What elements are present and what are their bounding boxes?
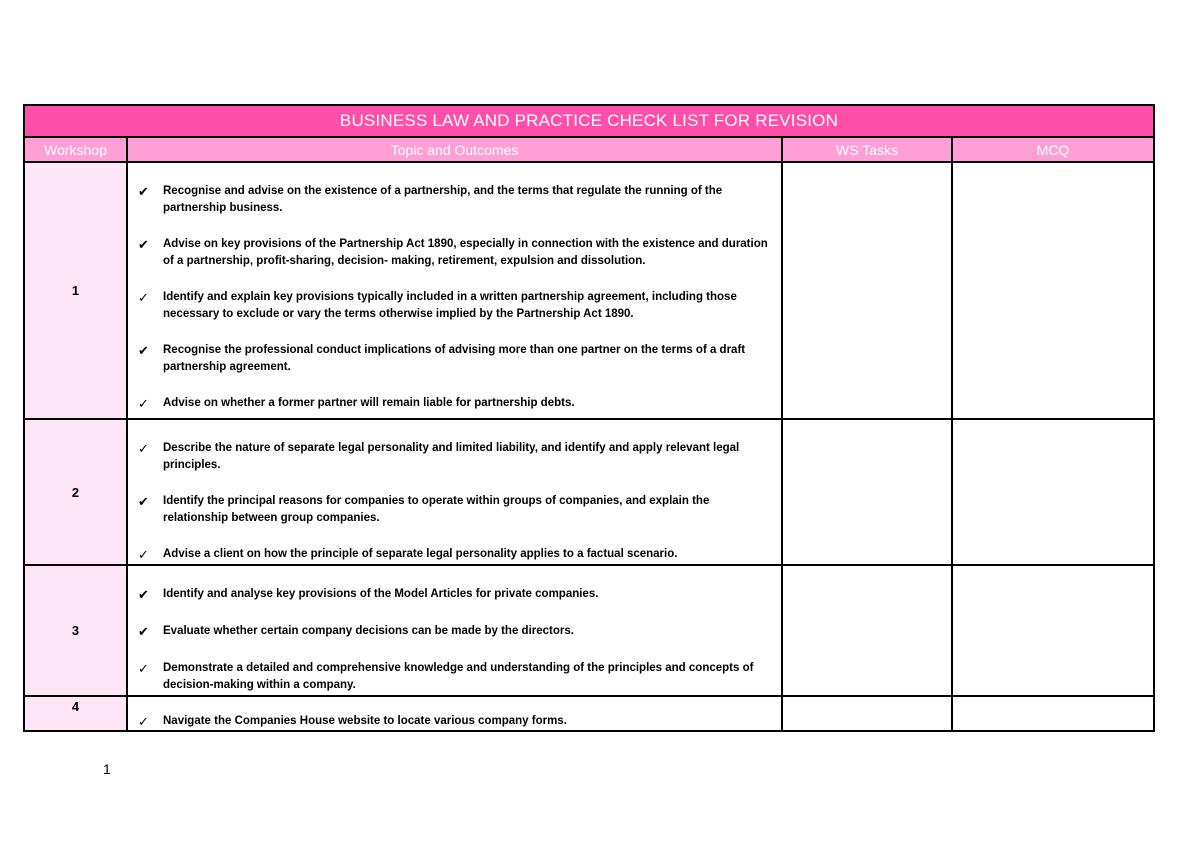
check-icon: ✔ [138, 343, 149, 358]
outcome-text: Advise on whether a former partner will remain liable for partnership debts. [163, 397, 575, 409]
outcome-list [138, 163, 775, 412]
page-number: 1 [103, 761, 111, 777]
topic-cell [127, 696, 782, 731]
check-icon: ✓ [138, 290, 149, 305]
header-row [24, 137, 1154, 162]
outcome-list [138, 697, 775, 730]
ws-tasks-cell[interactable] [782, 565, 952, 696]
outcome-text: Evaluate whether certain company decisions can be made by the directors. [163, 625, 574, 637]
list-item [138, 493, 775, 527]
list-item [138, 713, 775, 730]
outcome-list [138, 566, 775, 694]
outcome-list [138, 420, 775, 563]
check-icon: ✓ [138, 547, 149, 562]
outcome-text: Identify and explain key provisions typically included in a written partnership agreement, including those necessary to exclude or vary the terms otherwise implied by the Partnership Act 1890. [163, 291, 737, 320]
outcome-text: Advise on key provisions of the Partnership Act 1890, especially in connection with the existence and duration of a partnership, profit-sharing, decision- making, retirement, expulsion and dissolution. [163, 238, 768, 267]
mcq-cell[interactable] [952, 696, 1154, 731]
list-item [138, 586, 775, 603]
outcome-text: Demonstrate a detailed and comprehensive knowledge and understanding of the principles and concepts of decision-making within a company. [163, 662, 754, 691]
table-title: BUSINESS LAW AND PRACTICE CHECK LIST FOR REVISION [24, 105, 1154, 137]
check-icon: ✔ [138, 237, 149, 252]
ws-tasks-cell[interactable] [782, 696, 952, 731]
check-icon: ✔ [138, 494, 149, 509]
revision-checklist-table [23, 104, 1155, 732]
check-icon: ✔ [138, 184, 149, 199]
list-item [138, 236, 775, 270]
table-row [24, 419, 1154, 565]
outcome-text: Identify the principal reasons for companies to operate within groups of companies, and explain the relationship between group companies. [163, 495, 710, 524]
table-row [24, 565, 1154, 696]
outcome-text: Navigate the Companies House website to locate various company forms. [163, 715, 567, 727]
outcome-text: Advise a client on how the principle of separate legal personality applies to a factual scenario. [163, 548, 678, 560]
list-item [138, 660, 775, 694]
outcome-text: Recognise and advise on the existence of a partnership, and the terms that regulate the running of the partnership business. [163, 185, 723, 214]
title-row [24, 105, 1154, 137]
header-topic: Topic and Outcomes [127, 137, 782, 162]
header-mcq: MCQ [952, 137, 1154, 162]
topic-cell [127, 419, 782, 565]
topic-cell [127, 565, 782, 696]
check-icon: ✓ [138, 441, 149, 456]
list-item [138, 440, 775, 474]
check-icon: ✓ [138, 714, 149, 729]
workshop-number: 3 [24, 565, 127, 696]
ws-tasks-cell[interactable] [782, 162, 952, 419]
list-item [138, 342, 775, 376]
outcome-text: Recognise the professional conduct implications of advising more than one partner on the terms of a draft partnership agreement. [163, 344, 746, 373]
list-item [138, 546, 775, 563]
check-icon: ✓ [138, 661, 149, 676]
mcq-cell[interactable] [952, 419, 1154, 565]
check-icon: ✓ [138, 396, 149, 411]
list-item [138, 289, 775, 323]
outcome-text: Describe the nature of separate legal personality and limited liability, and identify and apply relevant legal principles. [163, 442, 740, 471]
table-row [24, 696, 1154, 731]
ws-tasks-cell[interactable] [782, 419, 952, 565]
header-ws-tasks: WS Tasks [782, 137, 952, 162]
workshop-number: 1 [24, 162, 127, 419]
mcq-cell[interactable] [952, 162, 1154, 419]
check-icon: ✔ [138, 587, 149, 602]
list-item [138, 395, 775, 412]
check-icon: ✔ [138, 624, 149, 639]
workshop-number: 4 [24, 696, 127, 731]
table-row [24, 162, 1154, 419]
outcome-text: Identify and analyse key provisions of the Model Articles for private companies. [163, 588, 599, 600]
list-item [138, 623, 775, 640]
header-workshop: Workshop [24, 137, 127, 162]
list-item [138, 183, 775, 217]
topic-cell [127, 162, 782, 419]
mcq-cell[interactable] [952, 565, 1154, 696]
workshop-number: 2 [24, 419, 127, 565]
